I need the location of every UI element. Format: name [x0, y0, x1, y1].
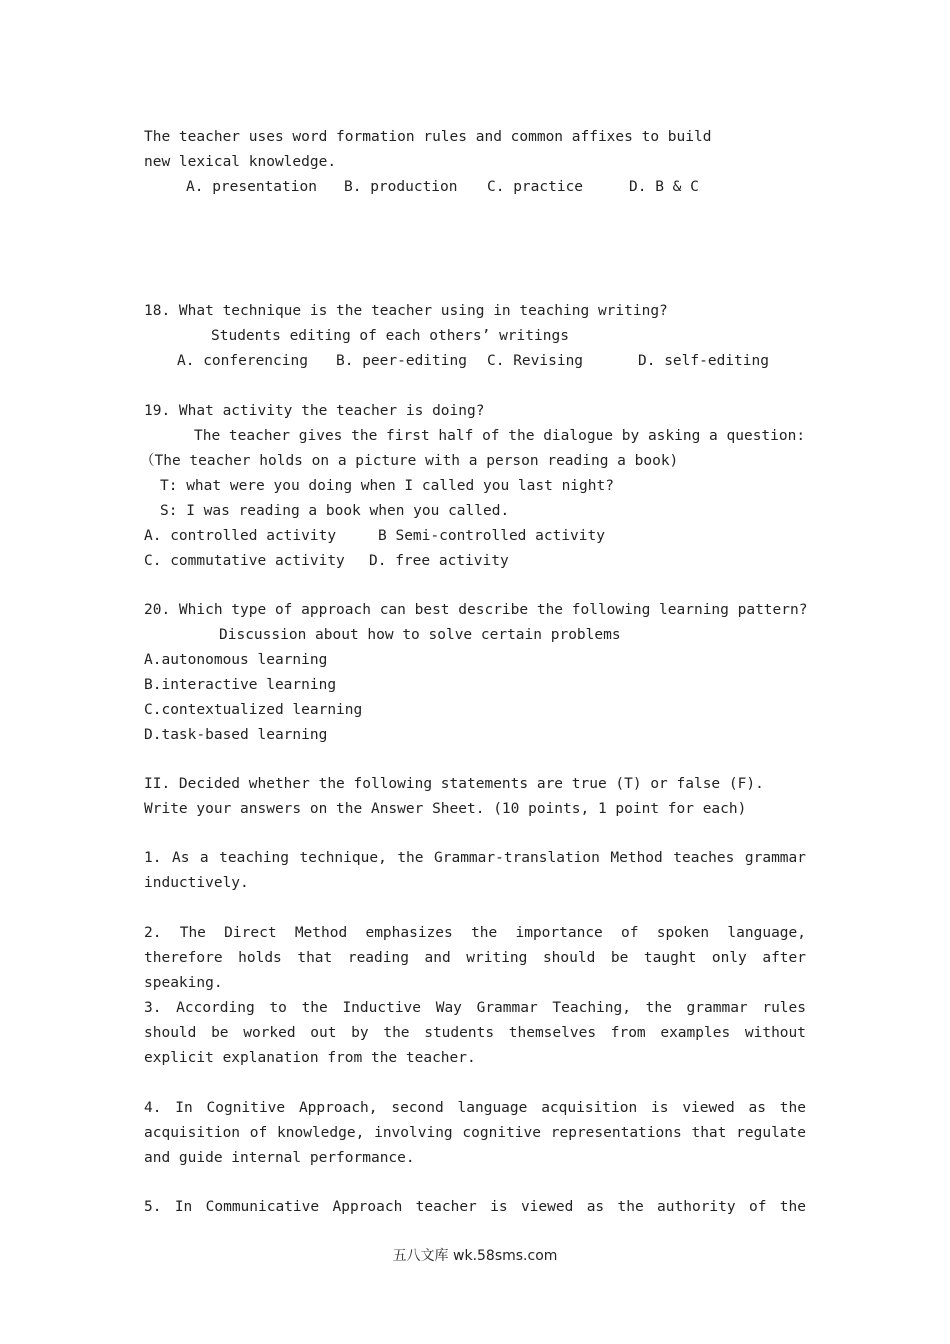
q17-stem-line1: The teacher uses word formation rules and common affixes to build — [144, 129, 712, 145]
statement-3: 3. According to the Inductive Way Grammar Teaching, the grammar rules should be worked out by the students themselves from examples without explicit explanation from the teacher. — [144, 1000, 806, 1066]
statement-1: 1. As a teaching technique, the Grammar-translation Method teaches grammar inductively. — [144, 850, 806, 891]
q19-dialogue-teacher: T: what were you doing when I called you last night? — [160, 478, 614, 494]
q19-option-c: C. commutative activity — [144, 553, 345, 569]
statement-2: 2. The Direct Method emphasizes the importance of spoken language, therefore holds that reading and writing should be taught only after speaking. — [144, 925, 806, 991]
q18-question: 18. What technique is the teacher using in teaching writing? — [144, 303, 668, 319]
section2-heading-line2: Write your answers on the Answer Sheet. (10 points, 1 point for each) — [144, 801, 747, 817]
q20-option-c: C.contextualized learning — [144, 702, 363, 718]
q17-option-b: B. production — [344, 179, 458, 195]
q20-option-d: D.task-based learning — [144, 727, 328, 743]
q20-prompt: Discussion about how to solve certain problems — [219, 627, 621, 643]
q19-prompt: The teacher gives the first half of the dialogue by asking a question: — [194, 428, 806, 444]
q18-option-c: C. Revising — [487, 353, 584, 369]
q19-question: 19. What activity the teacher is doing? — [144, 403, 485, 419]
q18-option-d: D. self-editing — [638, 353, 769, 369]
footer-watermark: 五八文库 wk.58sms.com — [392, 1248, 558, 1264]
q17-option-d: D. B & C — [629, 179, 699, 195]
q19-dialogue-student: S: I was reading a book when you called. — [160, 503, 510, 519]
q20-option-b: B.interactive learning — [144, 677, 337, 693]
q19-note: （The teacher holds on a picture with a person reading a book) — [140, 453, 679, 469]
q17-stem-line2: new lexical knowledge. — [144, 154, 337, 170]
q20-option-a: A.autonomous learning — [144, 652, 328, 668]
statement-5: 5. In Communicative Approach teacher is viewed as the authority of the — [144, 1199, 806, 1215]
section2-heading-line1: II. Decided whether the following statements are true (T) or false (F). — [144, 776, 764, 792]
q17-option-c: C. practice — [487, 179, 584, 195]
q20-question: 20. Which type of approach can best describe the following learning pattern? — [144, 602, 808, 618]
q18-prompt: Students editing of each others’ writings — [211, 328, 569, 344]
q19-option-d: D. free activity — [369, 553, 509, 569]
q18-option-b: B. peer-editing — [336, 353, 467, 369]
q19-option-a: A. controlled activity — [144, 528, 337, 544]
statement-4: 4. In Cognitive Approach, second language acquisition is viewed as the acquisition of knowledge, involving cognitive representations that regulate and guide internal performance. — [144, 1100, 806, 1166]
q18-option-a: A. conferencing — [177, 353, 308, 369]
q19-option-b: B Semi-controlled activity — [378, 528, 605, 544]
q17-option-a: A. presentation — [186, 179, 317, 195]
